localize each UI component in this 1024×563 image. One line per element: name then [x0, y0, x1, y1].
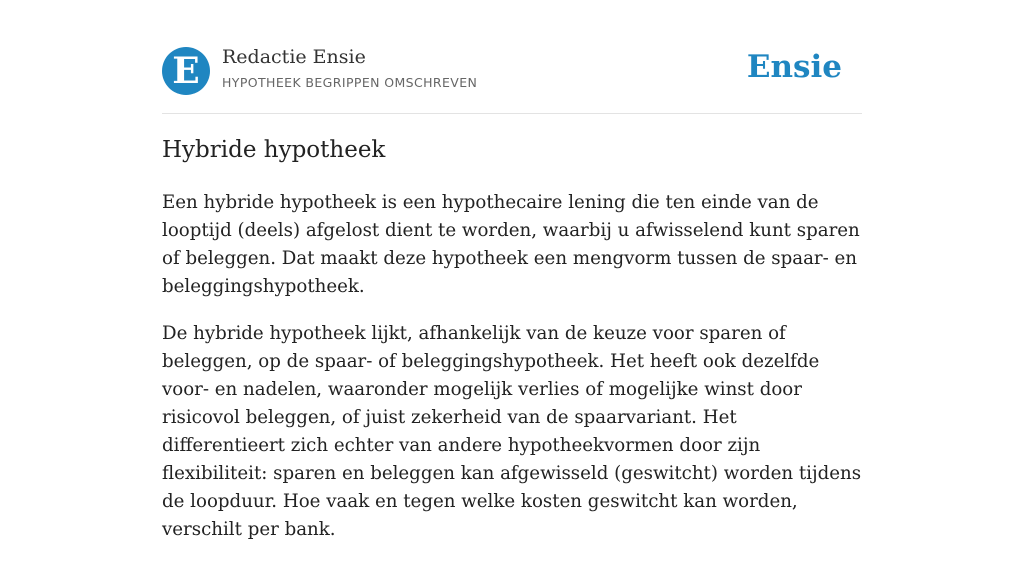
- article-body: [162, 189, 862, 563]
- avatar[interactable]: E: [162, 47, 210, 95]
- divider: [162, 113, 862, 114]
- paragraph: De hybride hypotheek lijkt, afhankelijk van de keuze voor sparen of beleggen, op de spaar- of beleggingshypotheek. Het heeft ook dezelfde voor- en nadelen, waaronder mogelijk verlies of mogelijke winst door risicovol beleggen, of juist zekerheid van de spaarvariant. Het differentieert zich echter van andere hypotheekvormen door zijn flexibiliteit: sparen en beleggen kan afgewisseld (geswitcht) worden tijdens de loopduur. Hoe vaak en tegen welke kosten geswitcht kan worden, verschilt per bank.: [162, 323, 862, 540]
- page-title: Hybride hypotheek: [162, 137, 386, 163]
- category-subtitle[interactable]: HYPOTHEEK BEGRIPPEN OMSCHREVEN: [222, 75, 478, 90]
- header: [162, 46, 862, 96]
- paragraph: Een hybride hypotheek is een hypothecaire lening die ten einde van de looptijd (deels) afgelost dient te worden, waarbij u afwisselend kunt sparen of beleggen. Dat maakt deze hypotheek een mengvorm tussen de spaar- en beleggingshypotheek.: [162, 192, 860, 297]
- author-name[interactable]: Redactie Ensie: [222, 46, 366, 68]
- brand-logo[interactable]: Ensie: [746, 49, 842, 85]
